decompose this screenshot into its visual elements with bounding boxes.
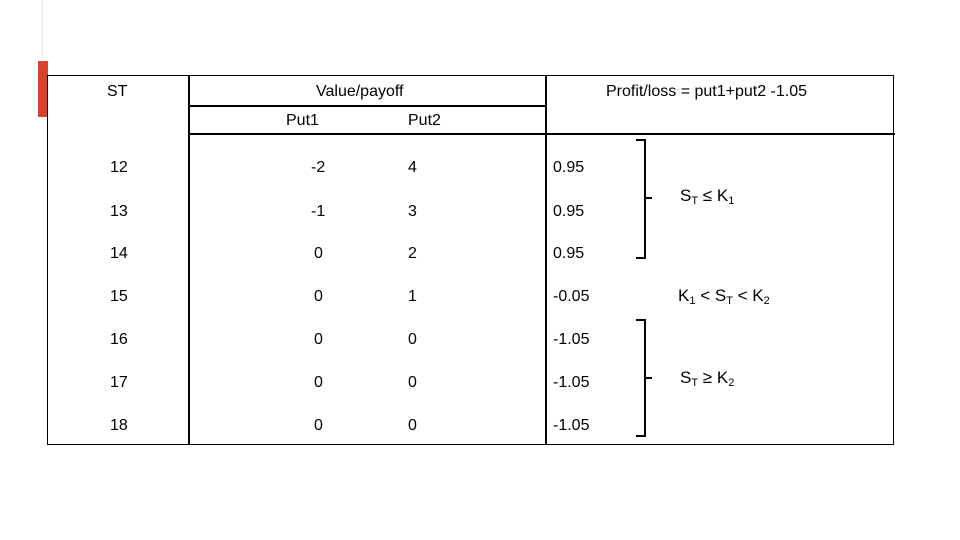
header-put1: Put1	[286, 112, 319, 129]
row-profit-loss: 0.95	[553, 245, 585, 262]
column-divider-1	[188, 76, 190, 444]
row-put1: -1	[311, 203, 326, 220]
row-put2: 4	[408, 159, 417, 176]
row-put2: 3	[408, 203, 417, 220]
brace-top	[636, 139, 646, 259]
row-put1: 0	[314, 417, 323, 434]
row-profit-loss: -1.05	[553, 417, 590, 434]
row-put1: 0	[314, 245, 323, 262]
row-st: 16	[110, 331, 128, 348]
condition-st-le-k1: $S_T \le K_1$	[680, 186, 735, 207]
row-st: 18	[110, 417, 128, 434]
condition-st-ge-k2: $S_T \ge K_2$	[680, 368, 735, 389]
row-put2: 0	[408, 417, 417, 434]
condition-k1-lt-st-lt-k2: $K_1 < S_T < K_2$	[678, 286, 770, 307]
header-sub-divider	[188, 105, 545, 107]
brace-top-tick	[645, 197, 652, 199]
row-put2: 0	[408, 331, 417, 348]
header-profit-loss: Profit/loss = put1+put2 -1.05	[606, 83, 808, 100]
brace-bottom-tick	[645, 377, 652, 379]
row-put2: 0	[408, 374, 417, 391]
row-profit-loss: -0.05	[553, 288, 590, 305]
header-bottom-divider	[188, 133, 895, 135]
column-divider-2	[545, 76, 547, 444]
row-put1: 0	[314, 288, 323, 305]
row-st: 17	[110, 374, 128, 391]
row-put1: 0	[314, 374, 323, 391]
row-put1: -2	[311, 159, 326, 176]
decorative-line	[42, 0, 43, 60]
row-put2: 1	[408, 288, 417, 305]
payoff-table	[47, 75, 894, 445]
header-st: ST	[107, 83, 128, 100]
header-value-payoff: Value/payoff	[316, 83, 404, 100]
row-profit-loss: 0.95	[553, 203, 585, 220]
row-profit-loss: 0.95	[553, 159, 585, 176]
row-st: 13	[110, 203, 128, 220]
row-profit-loss: -1.05	[553, 374, 590, 391]
header-put2: Put2	[408, 112, 441, 129]
row-st: 15	[110, 288, 128, 305]
row-st: 12	[110, 159, 128, 176]
row-st: 14	[110, 245, 128, 262]
row-put1: 0	[314, 331, 323, 348]
row-profit-loss: -1.05	[553, 331, 590, 348]
row-put2: 2	[408, 245, 417, 262]
